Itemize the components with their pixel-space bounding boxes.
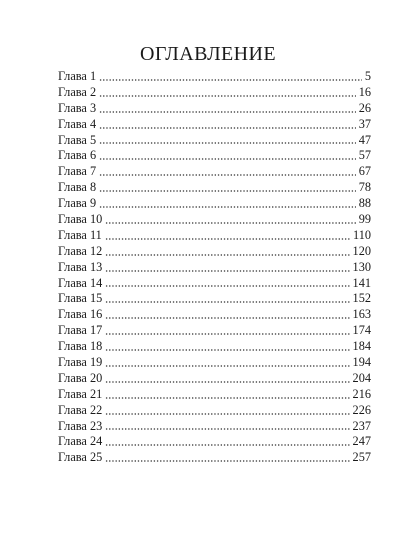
- toc-entry-label: Глава 13: [58, 259, 103, 274]
- dot-leader: [105, 254, 349, 256]
- toc-entry-page-number: 216: [352, 386, 371, 401]
- toc-entry-page-number: 226: [352, 402, 371, 417]
- toc-entry-page-number: 16: [358, 84, 371, 99]
- dot-leader: [99, 190, 356, 192]
- toc-entry-label: Глава 24: [58, 434, 103, 449]
- toc-entry-page-number: 26: [358, 100, 371, 115]
- toc-entry-page-number: 130: [352, 259, 371, 274]
- dot-leader: [99, 206, 356, 208]
- toc-entry-page-number: 5: [364, 69, 371, 83]
- toc-entry-label: Глава 11: [58, 227, 102, 242]
- dot-leader: [99, 127, 356, 129]
- toc-entry-page-number: 47: [358, 132, 371, 147]
- toc-entry-page-number: 204: [352, 370, 371, 385]
- toc-entry[interactable]: [58, 244, 371, 260]
- dot-leader: [105, 460, 349, 462]
- dot-leader: [105, 238, 350, 240]
- toc-entry-page-number: 152: [352, 291, 371, 306]
- toc-entry-label: Глава 14: [58, 275, 103, 290]
- toc-entry[interactable]: [58, 419, 371, 435]
- dot-leader: [99, 79, 362, 81]
- toc-entry-label: Глава 18: [58, 339, 103, 354]
- dot-leader: [105, 222, 355, 224]
- toc-entry[interactable]: [58, 164, 371, 180]
- toc-entry-label: Глава 9: [58, 196, 97, 211]
- dot-leader: [105, 270, 349, 272]
- toc-entry[interactable]: [58, 228, 371, 244]
- table-of-contents: [58, 69, 371, 466]
- toc-entry-page-number: 67: [358, 164, 371, 179]
- toc-entry[interactable]: [58, 371, 371, 387]
- toc-entry[interactable]: [58, 291, 371, 307]
- toc-entry[interactable]: [58, 196, 371, 212]
- toc-entry-label: Глава 20: [58, 370, 103, 385]
- dot-leader: [105, 381, 349, 383]
- toc-entry-page-number: 257: [352, 450, 371, 465]
- toc-entry[interactable]: [58, 212, 371, 228]
- toc-entry[interactable]: [58, 387, 371, 403]
- toc-entry[interactable]: [58, 403, 371, 419]
- toc-entry[interactable]: [58, 339, 371, 355]
- toc-entry-page-number: 194: [352, 355, 371, 370]
- toc-entry[interactable]: [58, 117, 371, 133]
- toc-entry-label: Глава 21: [58, 386, 103, 401]
- toc-entry-page-number: 237: [352, 418, 371, 433]
- toc-entry[interactable]: [58, 355, 371, 371]
- toc-entry-page-number: 184: [352, 339, 371, 354]
- toc-entry-page-number: 174: [352, 323, 371, 338]
- toc-entry-page-number: 110: [353, 227, 371, 242]
- toc-entry[interactable]: [58, 260, 371, 276]
- toc-entry-page-number: 57: [358, 148, 371, 163]
- dot-leader: [105, 428, 349, 430]
- dot-leader: [105, 317, 349, 319]
- dot-leader: [105, 333, 349, 335]
- toc-entry-label: Глава 7: [58, 164, 97, 179]
- toc-entry-page-number: 141: [352, 275, 371, 290]
- dot-leader: [105, 397, 349, 399]
- toc-entry[interactable]: [58, 323, 371, 339]
- toc-entry-page-number: 37: [358, 116, 371, 131]
- toc-entry-page-number: 163: [352, 307, 371, 322]
- toc-entry-label: Глава 8: [58, 180, 97, 195]
- toc-entry-label: Глава 15: [58, 291, 103, 306]
- toc-entry[interactable]: [58, 450, 371, 466]
- toc-entry-label: Глава 19: [58, 355, 103, 370]
- toc-entry-label: Глава 2: [58, 84, 97, 99]
- toc-entry-page-number: 120: [352, 243, 371, 258]
- toc-entry[interactable]: [58, 148, 371, 164]
- dot-leader: [105, 349, 349, 351]
- toc-entry-label: Глава 22: [58, 402, 103, 417]
- dot-leader: [99, 142, 356, 144]
- dot-leader: [105, 301, 349, 303]
- toc-entry-page-number: 99: [358, 212, 371, 227]
- dot-leader: [105, 444, 349, 446]
- toc-entry-label: Глава 4: [58, 116, 97, 131]
- toc-entry-page-number: 78: [358, 180, 371, 195]
- toc-entry-label: Глава 17: [58, 323, 103, 338]
- toc-entry[interactable]: [58, 101, 371, 117]
- toc-entry[interactable]: [58, 434, 371, 450]
- toc-entry[interactable]: [58, 85, 371, 101]
- toc-entry[interactable]: [58, 180, 371, 196]
- dot-leader: [99, 174, 356, 176]
- dot-leader: [99, 158, 356, 160]
- toc-entry-page-number: 88: [358, 196, 371, 211]
- dot-leader: [105, 365, 349, 367]
- toc-entry-label: Глава 1: [58, 69, 97, 83]
- toc-entry[interactable]: [58, 69, 371, 85]
- toc-entry-label: Глава 3: [58, 100, 97, 115]
- toc-entry-label: Глава 25: [58, 450, 103, 465]
- toc-entry-label: Глава 10: [58, 212, 103, 227]
- toc-entry-label: Глава 5: [58, 132, 97, 147]
- toc-entry-label: Глава 6: [58, 148, 97, 163]
- toc-entry-label: Глава 12: [58, 243, 103, 258]
- dot-leader: [105, 285, 349, 287]
- toc-entry[interactable]: [58, 307, 371, 323]
- toc-entry[interactable]: [58, 276, 371, 292]
- page-title: ОГЛАВЛЕНИЕ: [140, 43, 276, 65]
- toc-entry-label: Глава 23: [58, 418, 103, 433]
- dot-leader: [99, 111, 356, 113]
- dot-leader: [105, 413, 349, 415]
- toc-entry-label: Глава 16: [58, 307, 103, 322]
- dot-leader: [99, 95, 356, 97]
- toc-entry[interactable]: [58, 133, 371, 149]
- toc-entry-page-number: 247: [352, 434, 371, 449]
